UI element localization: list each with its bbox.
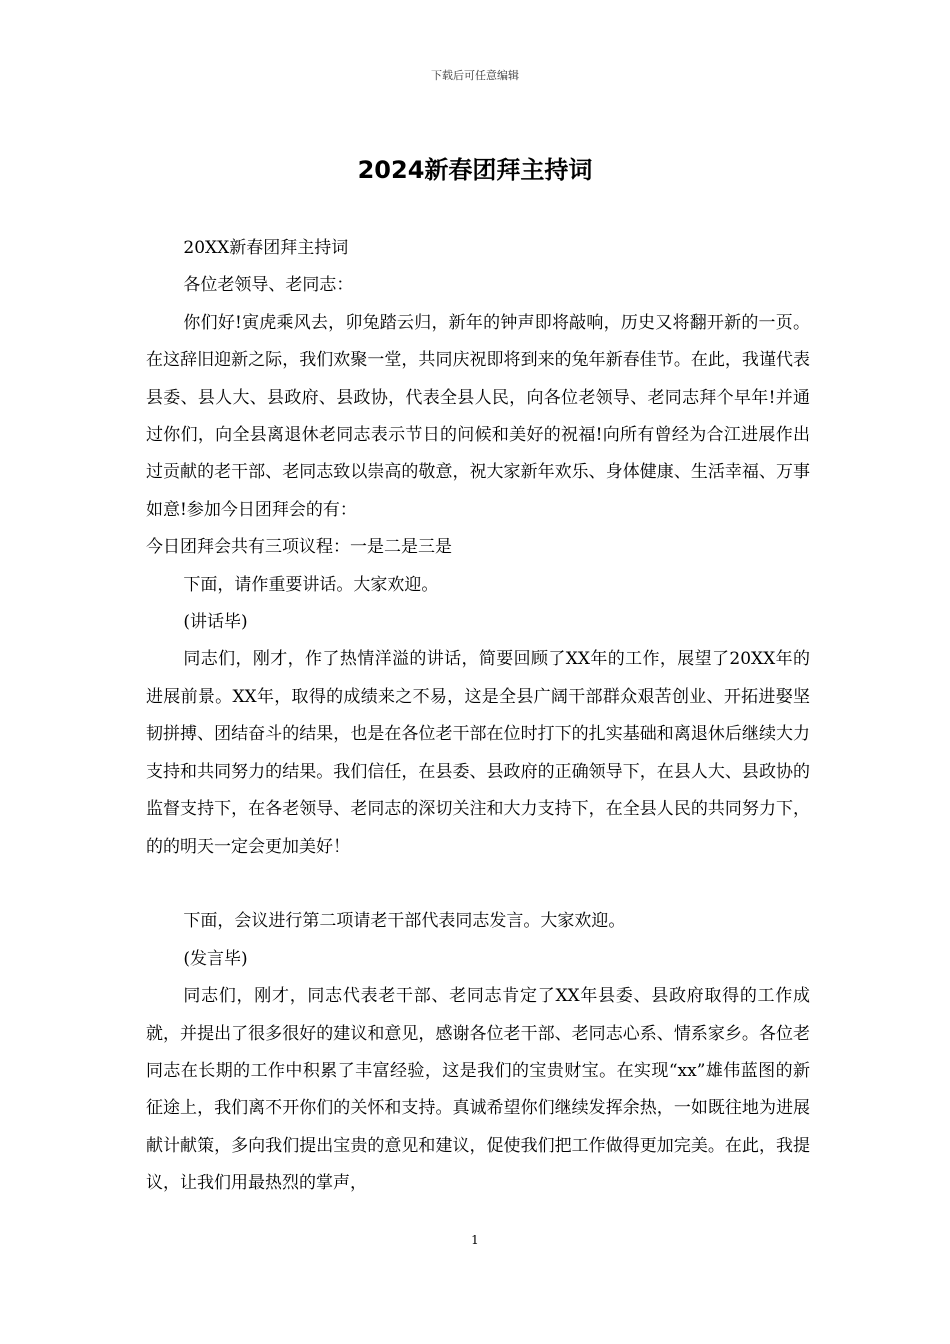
paragraph: 同志们，刚才，同志代表老干部、老同志肯定了XX年县委、县政府取得的工作成就，并提出了很多很好的建议和意见，感谢各位老干部、老同志心系、情系家乡。各位老同志在长期的工作中积累了丰富经验，这是我们的宝贵财宝。在实现“xx”雄伟蓝图的新征途上，我们离不开你们的关怀和支持。真诚希望你们继续发挥余热，一如既往地为进展献计献策，多向我们提出宝贵的意见和建议，促使我们把工作做得更加完美。在此，我提议，让我们用最热烈的掌声， — [146, 986, 810, 1194]
paragraph-subtitle: 20XX新春团拜主持词 — [183, 238, 349, 258]
paragraph: 下面，请作重要讲话。大家欢迎。 — [183, 574, 439, 595]
paragraph-salutation: 各位老领导、老同志： — [183, 275, 354, 296]
paragraph: 今日团拜会共有三项议程：一是二是三是 — [146, 537, 452, 558]
paragraph: 下面，会议进行第二项请老干部代表同志发言。大家欢迎。 — [183, 911, 626, 932]
paragraph: (讲话毕) — [183, 612, 248, 633]
blank-line — [146, 866, 810, 903]
document-body — [146, 230, 810, 1203]
paragraph: 你们好!寅虎乘风去，卯兔踏云归，新年的钟声即将敲响，历史又将翻开新的一页。在这辞旧迎新之际，我们欢聚一堂，共同庆祝即将到来的兔年新春佳节。在此，我谨代表县委、县人大、县政府、县政协，代表全县人民，向各位老领导、老同志拜个早年!并通过你们，向全县离退休老同志表示节日的问候和美好的祝福!向所有曾经为合江进展作出过贡献的老干部、老同志致以崇高的敬意，祝大家新年欢乐、身体健康、生活幸福、万事如意!参加今日团拜会的有： — [146, 312, 810, 520]
document-title: 2024新春团拜主持词 — [357, 156, 593, 184]
paragraph: (发言毕) — [183, 948, 248, 969]
page-number: 1 — [471, 1233, 479, 1247]
page-header-note: 下载后可任意编辑 — [431, 69, 519, 82]
paragraph: 同志们，刚才，作了热情洋溢的讲话，简要回顾了XX年的工作，展望了20XX年的进展前景。XX年，取得的成绩来之不易，这是全县广阔干部群众艰苦创业、开拓进娶坚韧拼搏、团结奋斗的结果，也是在各位老干部在位时打下的扎实基础和离退休后继续大力支持和共同努力的结果。我们信任，在县委、县政府的正确领导下，在县人大、县政协的监督支持下，在各老领导、老同志的深切关注和大力支持下，在全县人民的共同努力下，的的明天一定会更加美好！ — [146, 649, 810, 857]
